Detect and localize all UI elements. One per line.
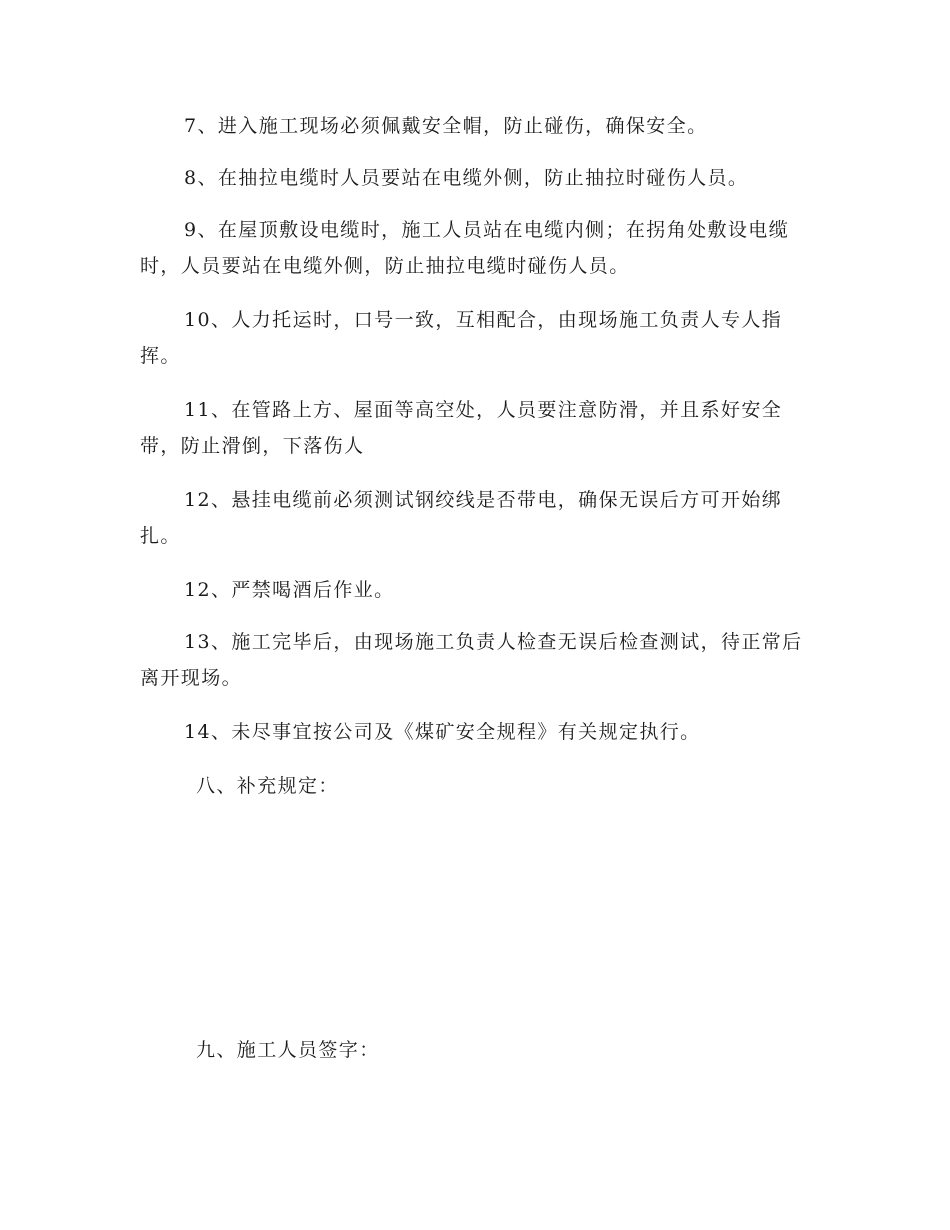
rule-item-14: 14、未尽事宜按公司及《煤矿安全规程》有关规定执行。 (184, 721, 701, 743)
document-page (140, 0, 805, 1230)
rule-item-12b: 12、严禁喝酒后作业。 (184, 579, 395, 601)
rule-item-9: 9、在屋顶敷设电缆时，施工人员站在电缆内侧；在拐角处敷设电缆时，人员要站在电缆外侧，防止抽拉电缆时碰伤人员。 (140, 219, 790, 277)
rule-item-12a: 12、悬挂电缆前必须测试钢绞线是否带电，确保无误后方可开始绑扎。 (140, 489, 783, 547)
rule-item-13: 13、施工完毕后，由现场施工负责人检查无误后检查测试，待正常后离开现场。 (140, 631, 803, 689)
rule-item-10: 10、人力托运时，口号一致，互相配合，由现场施工负责人专人指挥。 (140, 309, 783, 367)
rule-item-8: 8、在抽拉电缆时人员要站在电缆外侧，防止抽拉时碰伤人员。 (184, 167, 749, 189)
section-signature-heading: 九、施工人员签字： (196, 1039, 380, 1061)
rule-item-11: 11、在管路上方、屋面等高空处，人员要注意防滑，并且系好安全带，防止滑倒，下落伤人 (140, 399, 783, 457)
section-supplement-heading: 八、补充规定： (196, 775, 339, 797)
rule-item-7: 7、进入施工现场必须佩戴安全帽，防止碰伤，确保安全。 (184, 115, 708, 137)
